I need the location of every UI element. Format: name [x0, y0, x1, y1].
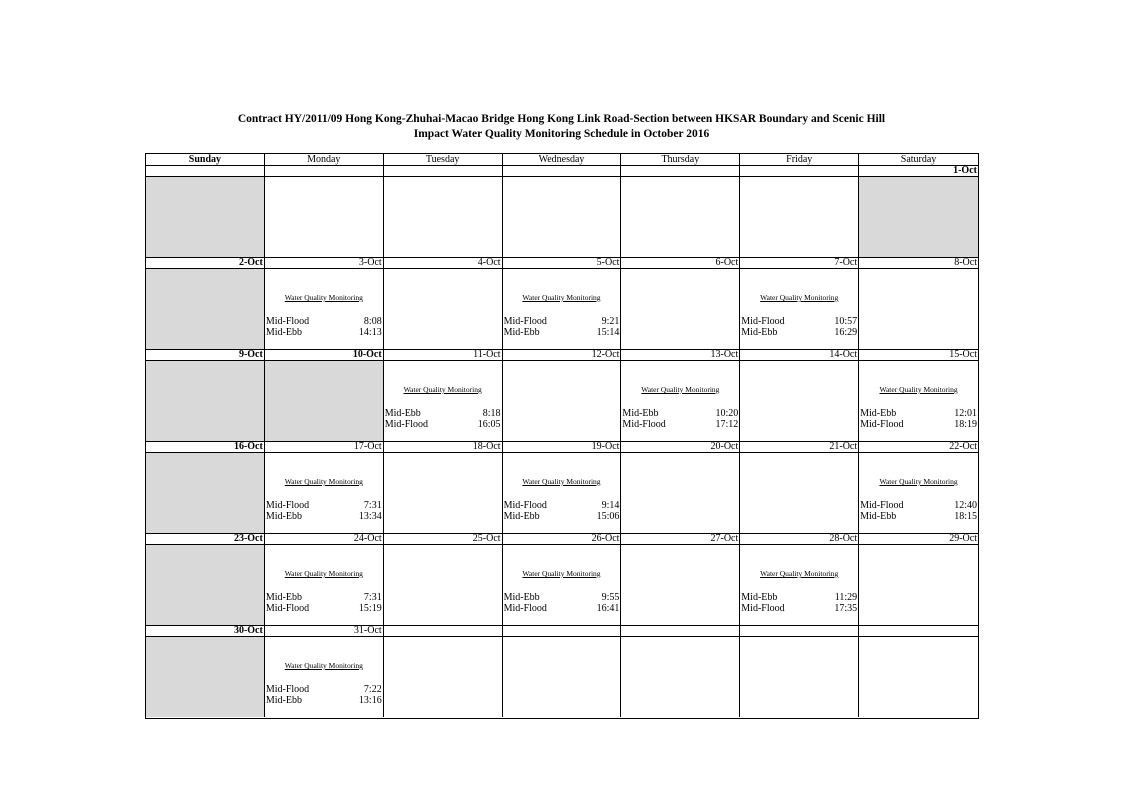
day-cell [503, 545, 622, 625]
tide-time: 7:31 [363, 500, 382, 511]
tide-name: Mid-Flood [503, 500, 547, 511]
day-cell [740, 269, 859, 349]
tide-name: Mid-Flood [860, 419, 904, 430]
tide-time: 13:16 [358, 695, 382, 706]
date-label [503, 626, 622, 636]
day-cell [621, 545, 740, 625]
tide-time: 9:14 [601, 500, 620, 511]
day-cell [621, 361, 740, 441]
tide-entry [860, 408, 977, 419]
day-cell [146, 269, 265, 349]
monitoring-label: Water Quality Monitoring [641, 385, 720, 394]
tide-time: 15:14 [596, 327, 620, 338]
monitoring-label: Water Quality Monitoring [522, 293, 601, 302]
tide-entry [622, 408, 738, 419]
title-schedule: Impact Water Quality Monitoring Schedule in October 2016 [413, 128, 710, 140]
day-content-row [146, 177, 978, 257]
tide-name: Mid-Ebb [265, 592, 302, 603]
day-cell [146, 177, 265, 257]
tide-name: Mid-Ebb [622, 408, 659, 419]
date-label: 6-Oct [621, 258, 740, 268]
date-row [146, 534, 978, 545]
tide-entry [266, 684, 382, 695]
date-label [265, 166, 384, 176]
tide-name: Mid-Flood [860, 500, 904, 511]
tide-name: Mid-Ebb [265, 327, 302, 338]
day-content-row [146, 269, 978, 349]
tide-name: Mid-Flood [384, 419, 429, 430]
calendar-week [146, 350, 978, 442]
day-content-row [146, 637, 978, 717]
tide-name: Mid-Ebb [860, 511, 897, 522]
day-cell [503, 361, 622, 441]
monitoring-label: Water Quality Monitoring [403, 385, 482, 394]
date-row [146, 258, 978, 269]
date-label [740, 626, 859, 636]
date-label: 28-Oct [740, 534, 859, 544]
tide-time: 10:57 [834, 316, 858, 327]
day-content-row [146, 545, 978, 625]
date-label: 1-Oct [953, 165, 977, 176]
tide-entry [504, 603, 620, 614]
day-cell [503, 637, 622, 717]
calendar-weeks [146, 166, 978, 717]
day-cell [265, 637, 384, 717]
day-cell [503, 453, 622, 533]
tide-time: 8:08 [363, 316, 382, 327]
title-contract: Contract HY/2011/09 Hong Kong-Zhuhai-Macao Bridge Hong Kong Link Road-Section between HKSAR Boundary and Scenic Hill [237, 113, 886, 125]
day-cell [265, 269, 384, 349]
day-cell [859, 361, 978, 441]
tide-name: Mid-Flood [741, 603, 785, 614]
tide-name: Mid-Ebb [503, 327, 540, 338]
day-cell [740, 177, 859, 257]
date-label: 17-Oct [265, 442, 384, 452]
calendar-week [146, 166, 978, 258]
date-label: 13-Oct [621, 350, 740, 360]
date-label: 26-Oct [503, 534, 622, 544]
date-label: 27-Oct [621, 534, 740, 544]
day-cell [621, 269, 740, 349]
monitoring-label: Water Quality Monitoring [522, 569, 601, 578]
date-label [859, 626, 978, 636]
day-cell [146, 361, 265, 441]
tide-name: Mid-Ebb [384, 408, 421, 419]
tide-name: Mid-Ebb [265, 511, 302, 522]
date-label: 15-Oct [949, 349, 977, 360]
date-label: 30-Oct [146, 626, 265, 636]
date-label: 11-Oct [384, 350, 503, 360]
day-content-row [146, 361, 978, 441]
tide-time: 17:12 [715, 419, 739, 430]
monitoring-label: Water Quality Monitoring [522, 477, 601, 486]
day-cell [384, 637, 503, 717]
tide-time: 9:55 [601, 592, 620, 603]
tide-time: 12:01 [954, 408, 977, 419]
tide-time: 18:15 [954, 511, 977, 522]
day-cell [384, 453, 503, 533]
tide-name: Mid-Flood [503, 603, 547, 614]
date-label: 7-Oct [740, 258, 859, 268]
date-label [384, 166, 503, 176]
day-cell [384, 545, 503, 625]
date-label [621, 166, 740, 176]
day-cell [859, 177, 978, 257]
day-name-header [146, 154, 978, 166]
tide-time: 18:19 [954, 419, 977, 430]
monitoring-label: Water Quality Monitoring [760, 569, 839, 578]
tide-name: Mid-Ebb [503, 592, 540, 603]
monitoring-label: Water Quality Monitoring [284, 569, 363, 578]
day-cell [859, 453, 978, 533]
day-name-friday: Friday [740, 154, 859, 165]
tide-entry [860, 511, 977, 522]
date-label: 9-Oct [146, 350, 265, 360]
calendar-table [145, 153, 979, 719]
tide-entry [741, 327, 857, 338]
day-cell [146, 453, 265, 533]
tide-entry [741, 316, 857, 327]
date-label: 3-Oct [265, 258, 384, 268]
tide-name: Mid-Ebb [741, 592, 778, 603]
tide-name: Mid-Flood [265, 684, 310, 695]
tide-entry [385, 419, 501, 430]
date-label: 23-Oct [146, 534, 265, 544]
day-cell [621, 453, 740, 533]
tide-time: 10:20 [715, 408, 739, 419]
day-cell [859, 269, 978, 349]
tide-time: 17:35 [834, 603, 858, 614]
tide-time: 7:31 [363, 592, 382, 603]
calendar-week [146, 442, 978, 534]
day-cell [503, 269, 622, 349]
monitoring-label: Water Quality Monitoring [284, 661, 363, 670]
monitoring-label: Water Quality Monitoring [284, 477, 363, 486]
date-label: 25-Oct [384, 534, 503, 544]
date-row [146, 166, 978, 177]
monitoring-label: Water Quality Monitoring [284, 293, 363, 302]
date-row [146, 626, 978, 637]
day-name-thursday: Thursday [621, 154, 740, 165]
date-label: 19-Oct [503, 442, 622, 452]
day-name-monday: Monday [265, 154, 384, 165]
tide-entry [622, 419, 738, 430]
tide-name: Mid-Flood [503, 316, 547, 327]
tide-name: Mid-Ebb [860, 408, 897, 419]
date-label: 10-Oct [265, 350, 384, 360]
date-label: 12-Oct [503, 350, 622, 360]
monitoring-label: Water Quality Monitoring [879, 385, 958, 394]
tide-entry [266, 511, 382, 522]
date-label [146, 166, 265, 176]
tide-entry [504, 592, 620, 603]
date-label: 4-Oct [384, 258, 503, 268]
day-cell [265, 545, 384, 625]
day-name-sunday: Sunday [146, 154, 265, 165]
tide-entry [266, 316, 382, 327]
day-cell [740, 361, 859, 441]
document-title [0, 112, 1123, 142]
day-cell [265, 453, 384, 533]
date-label [740, 166, 859, 176]
day-name-wednesday: Wednesday [503, 154, 622, 165]
calendar-week [146, 626, 978, 717]
tide-time: 12:40 [954, 500, 977, 511]
day-cell [384, 269, 503, 349]
tide-entry [266, 695, 382, 706]
tide-entry [860, 419, 977, 430]
date-row [146, 442, 978, 453]
tide-entry [266, 592, 382, 603]
date-label: 14-Oct [740, 350, 859, 360]
tide-name: Mid-Ebb [741, 327, 778, 338]
tide-time: 16:05 [477, 419, 501, 430]
tide-entry [504, 327, 620, 338]
day-cell [265, 361, 384, 441]
date-label: 29-Oct [949, 533, 977, 544]
tide-entry [860, 500, 977, 511]
day-cell [265, 177, 384, 257]
day-cell [621, 177, 740, 257]
day-cell [146, 545, 265, 625]
tide-name: Mid-Flood [741, 316, 785, 327]
date-label: 16-Oct [146, 442, 265, 452]
day-cell [859, 637, 978, 717]
tide-time: 14:13 [358, 327, 382, 338]
day-cell [146, 637, 265, 717]
tide-time: 8:18 [482, 408, 501, 419]
date-label [621, 626, 740, 636]
date-label: 24-Oct [265, 534, 384, 544]
date-label: 21-Oct [740, 442, 859, 452]
date-row [146, 350, 978, 361]
date-label: 31-Oct [265, 626, 384, 636]
tide-name: Mid-Ebb [503, 511, 540, 522]
tide-entry [741, 592, 857, 603]
day-name-saturday: Saturday [900, 154, 937, 165]
day-name-tuesday: Tuesday [384, 154, 503, 165]
date-label [503, 166, 622, 176]
tide-name: Mid-Flood [265, 316, 310, 327]
day-cell [384, 361, 503, 441]
tide-name: Mid-Flood [265, 500, 310, 511]
tide-entry [385, 408, 501, 419]
day-cell [621, 637, 740, 717]
day-cell [384, 177, 503, 257]
day-content-row [146, 453, 978, 533]
tide-time: 11:29 [834, 592, 858, 603]
day-cell [740, 637, 859, 717]
tide-time: 16:29 [834, 327, 858, 338]
day-cell [503, 177, 622, 257]
monitoring-label: Water Quality Monitoring [879, 477, 958, 486]
tide-name: Mid-Ebb [265, 695, 302, 706]
day-cell [740, 545, 859, 625]
date-label: 8-Oct [954, 257, 977, 268]
tide-time: 7:22 [363, 684, 382, 695]
calendar-week [146, 534, 978, 626]
tide-entry [266, 327, 382, 338]
tide-time: 13:34 [358, 511, 382, 522]
tide-time: 15:06 [596, 511, 620, 522]
tide-name: Mid-Flood [265, 603, 310, 614]
tide-entry [266, 500, 382, 511]
day-cell [859, 545, 978, 625]
tide-time: 15:19 [358, 603, 382, 614]
tide-entry [504, 500, 620, 511]
tide-name: Mid-Flood [622, 419, 666, 430]
tide-entry [504, 511, 620, 522]
tide-entry [741, 603, 857, 614]
date-label: 18-Oct [384, 442, 503, 452]
calendar-week [146, 258, 978, 350]
tide-time: 9:21 [601, 316, 620, 327]
date-label: 5-Oct [503, 258, 622, 268]
date-label: 2-Oct [146, 258, 265, 268]
tide-entry [266, 603, 382, 614]
tide-time: 16:41 [596, 603, 620, 614]
monitoring-label: Water Quality Monitoring [760, 293, 839, 302]
date-label [384, 626, 503, 636]
tide-entry [504, 316, 620, 327]
day-cell [740, 453, 859, 533]
date-label: 22-Oct [949, 441, 977, 452]
date-label: 20-Oct [621, 442, 740, 452]
